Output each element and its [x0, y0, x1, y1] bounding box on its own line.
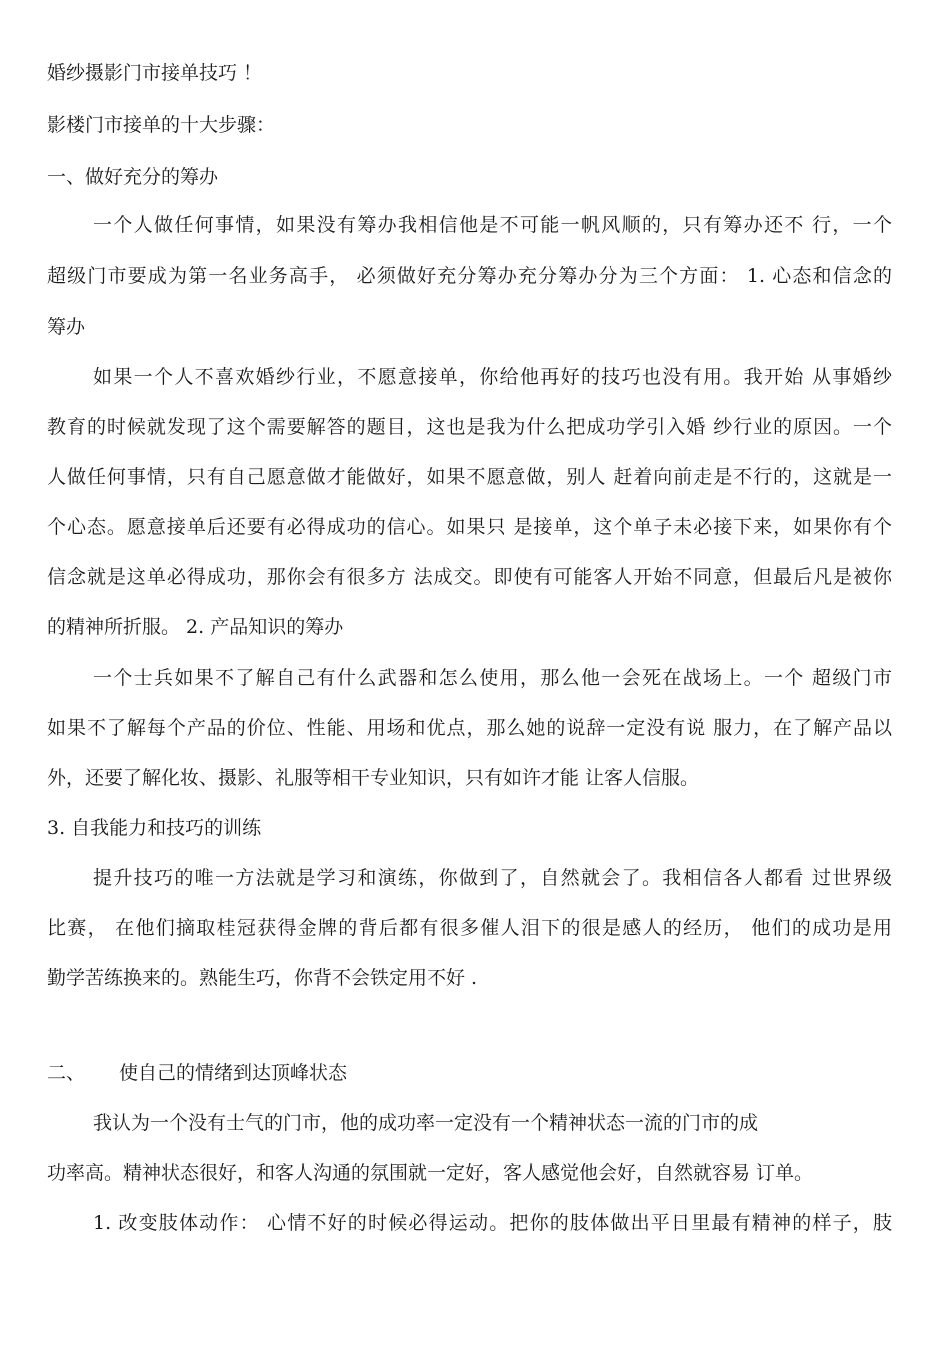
subsection-heading: 3. 自我能力和技巧的训练	[47, 817, 262, 839]
paragraph-line: 提升技巧的唯一方法就是学习和演练，你做到了，自然就会了。我相信各人都看 过世界级	[93, 867, 892, 889]
paragraph-line: 我认为一个没有士气的门市，他的成功率一定没有一个精神状态一流的门市的成	[93, 1112, 759, 1134]
paragraph-line: 超级门市要成为第一名业务高手， 必须做好充分筹办充分筹办分为三个方面： 1. 心态和信念的	[47, 265, 892, 287]
section2-heading-text: 使自己的情绪到达顶峰状态	[119, 1062, 348, 1084]
paragraph-line: 的精神所折服。 2. 产品知识的筹办	[47, 616, 344, 638]
document-subtitle: 影楼门市接单的十大步骤：	[47, 114, 276, 136]
paragraph-line: 功率高。精神状态很好，和客人沟通的氛围就一定好，客人感觉他会好，自然就容易 订单。	[47, 1162, 814, 1184]
paragraph-line: 信念就是这单必得成功，那你会有很多方 法成交。即使有可能客人开始不同意，但最后凡是被你	[47, 566, 892, 588]
paragraph-line: 比赛， 在他们摘取桂冠获得金牌的背后都有很多催人泪下的很是感人的经历， 他们的成功是用	[47, 917, 892, 939]
section2-heading	[47, 1060, 892, 1086]
paragraph-line: 1. 改变肢体动作： 心情不好的时候必得运动。把你的肢体做出平日里最有精神的样子，肢	[93, 1212, 892, 1234]
section1-heading: 一、做好充分的筹办	[47, 166, 219, 188]
paragraph-line: 个心态。愿意接单后还要有必得成功的信心。如果只 是接单，这个单子未必接下来，如果你有个	[47, 516, 892, 538]
paragraph-line: 勤学苦练换来的。熟能生巧，你背不会铁定用不好 .	[47, 967, 478, 989]
document-title: 婚纱摄影门市接单技巧 ！	[47, 62, 263, 84]
paragraph-line: 如果一个人不喜欢婚纱行业，不愿意接单，你给他再好的技巧也没有用。我开始 从事婚纱	[93, 366, 892, 388]
paragraph-line: 教育的时候就发现了这个需要解答的题目，这也是我为什么把成功学引入婚 纱行业的原因。一个	[47, 416, 892, 438]
paragraph-line: 如果不了解每个产品的价位、性能、用场和优点，那么她的说辞一定没有说 服力，在了解产品以	[47, 717, 892, 739]
paragraph-line: 人做任何事情，只有自己愿意做才能做好，如果不愿意做，别人 赶着向前走是不行的，这就是一	[47, 466, 892, 488]
section2-heading-number: 二、	[47, 1062, 86, 1084]
paragraph-line: 一个士兵如果不了解自己有什么武器和怎么使用，那么他一会死在战场上。一个 超级门市	[93, 667, 892, 689]
paragraph-line: 筹办	[47, 316, 86, 338]
paragraph-line: 一个人做任何事情，如果没有筹办我相信他是不可能一帆风顺的，只有筹办还不 行，一个	[93, 214, 892, 236]
paragraph-line: 外，还要了解化妆、摄影、礼服等相干专业知识，只有如许才能 让客人信服。	[47, 767, 700, 789]
